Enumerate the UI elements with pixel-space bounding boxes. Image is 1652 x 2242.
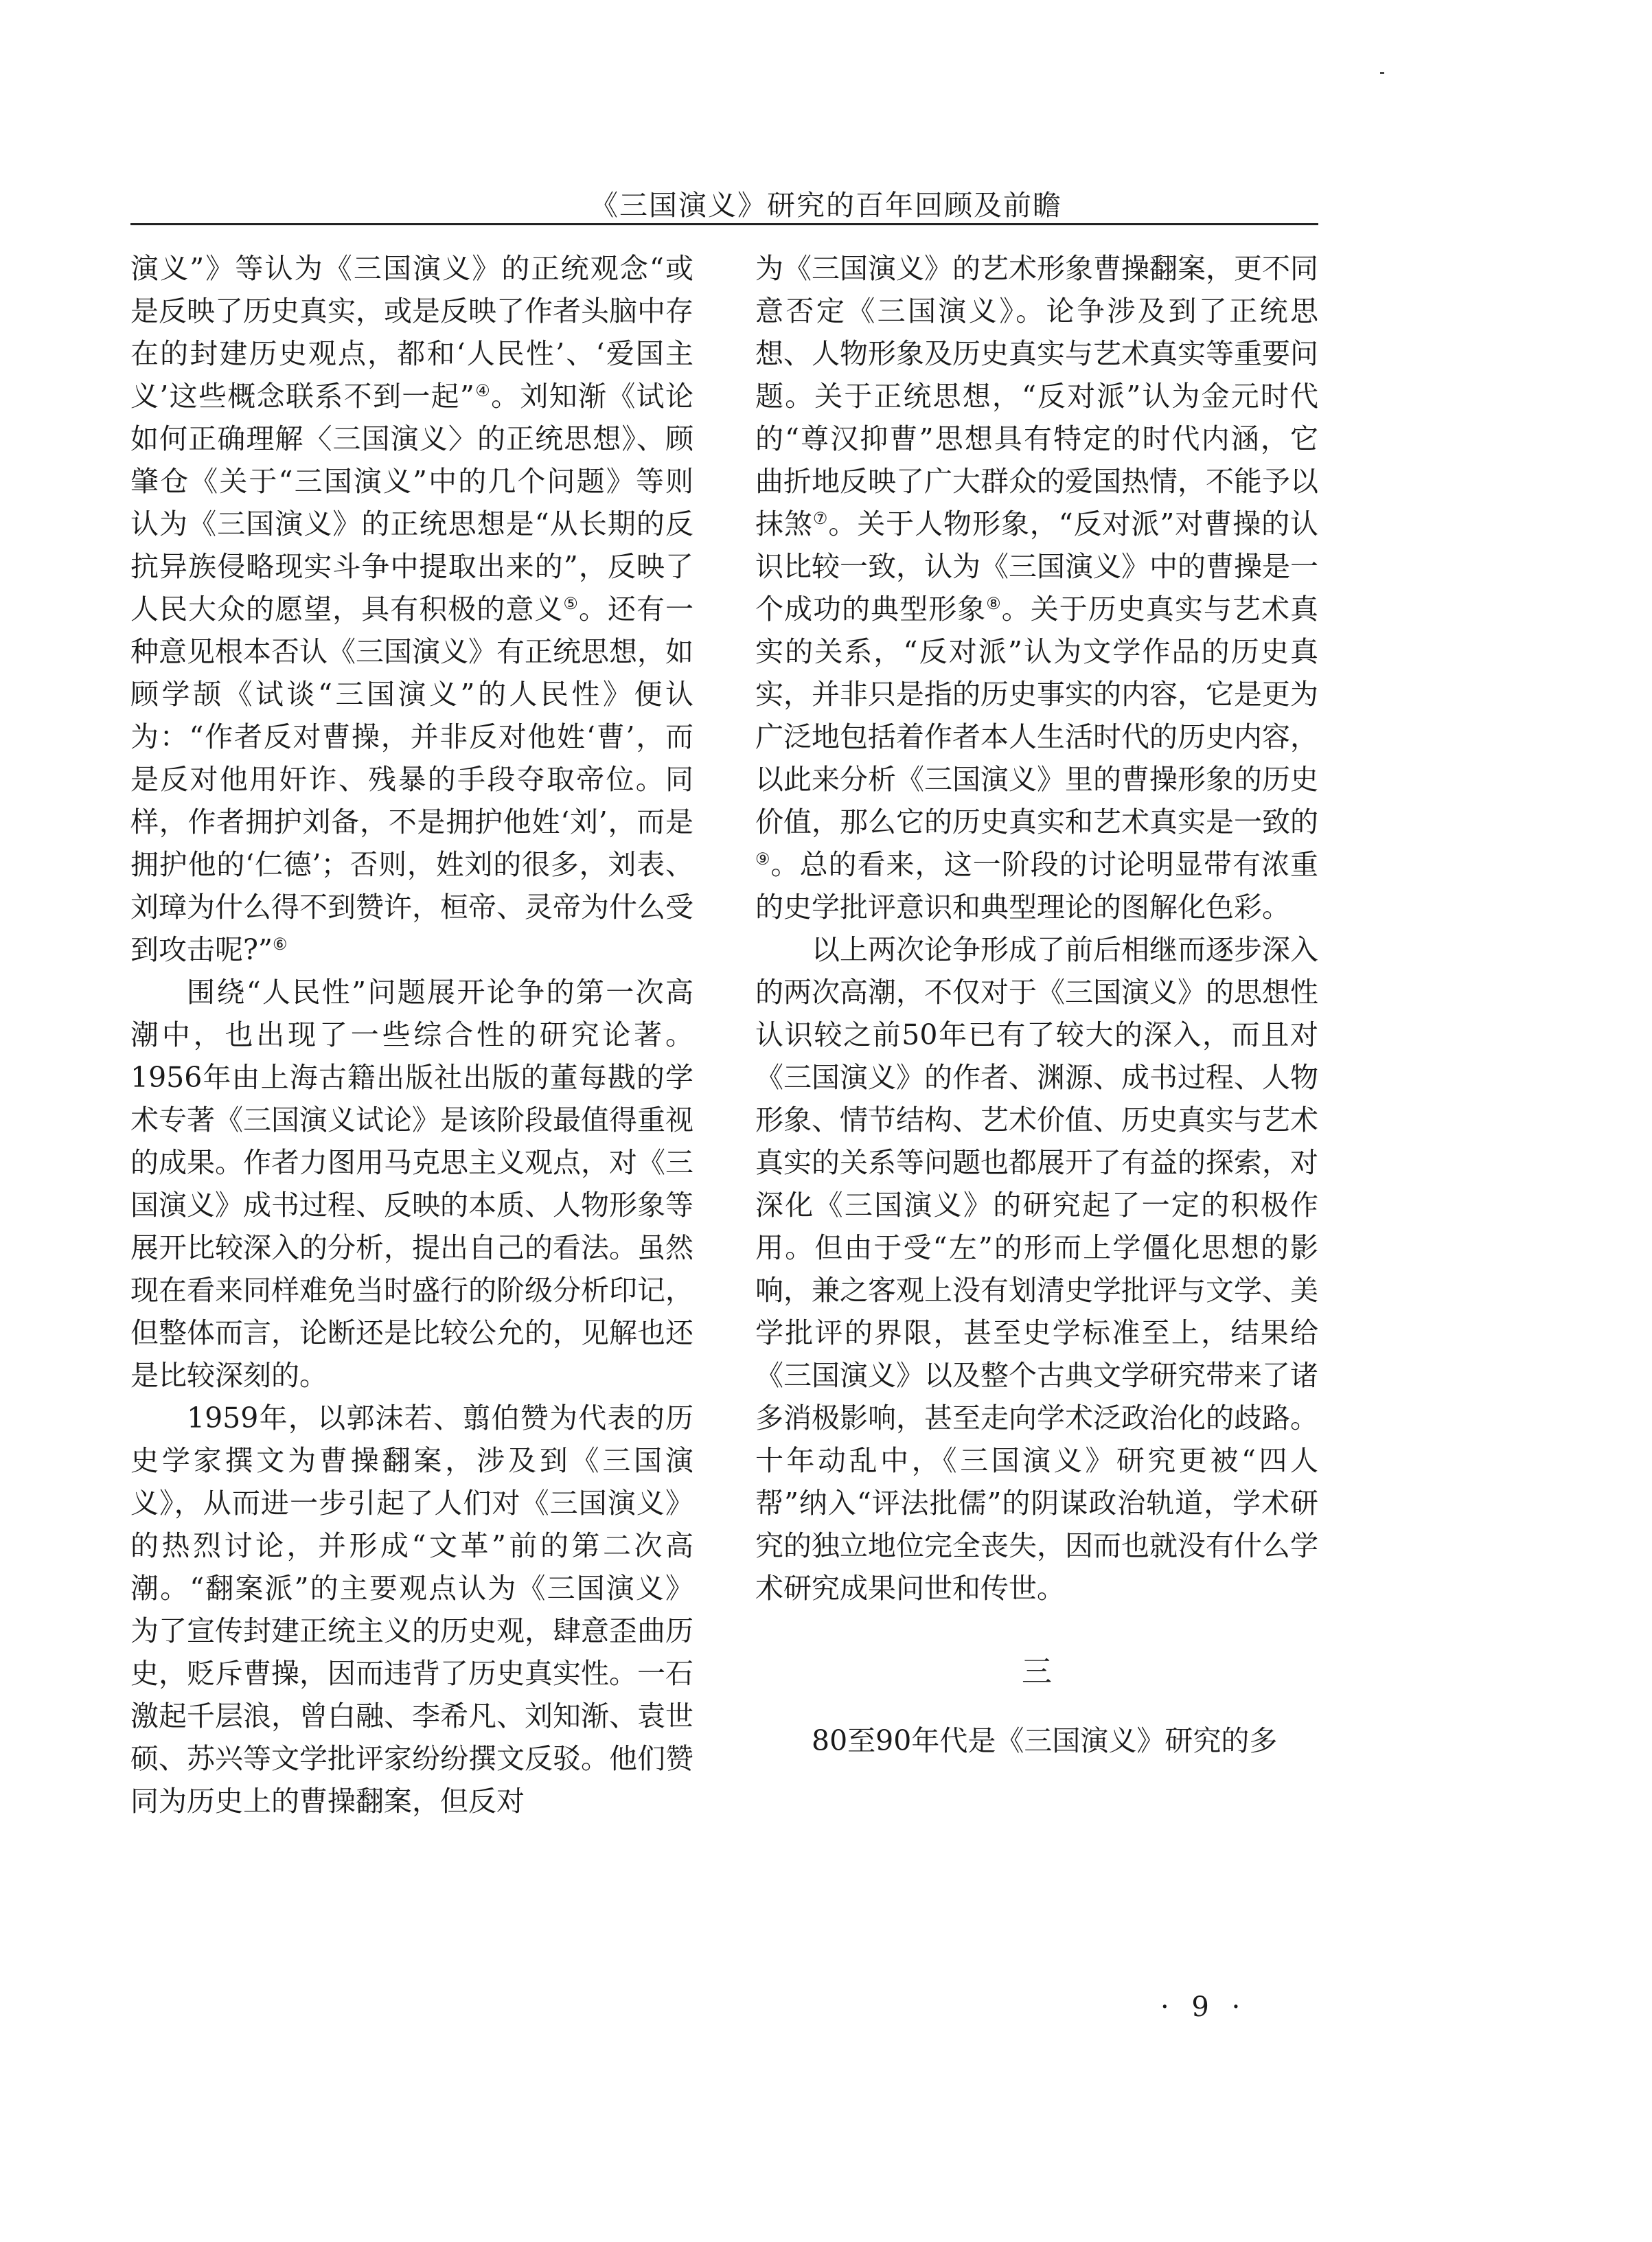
left-paragraph-1 (130, 247, 693, 971)
text-run: 。关于人物形象，“反对派”对曹操的认识比较一致，认为《三国演义》中的曹操是一个成功的典型形象 (755, 507, 1319, 626)
footnote-marker: ⑤ (563, 594, 579, 613)
left-paragraph-2: 围绕“人民性”问题展开论争的第一次高潮中，也出现了一些综合性的研究论著。1956年由上海古籍出版社出版的董每戡的学术专著《三国演义试论》是该阶段最值得重视的成果。作者力图用马克思主义观点，对《三国演义》成书过程、反映的本质、人物形象等展开比较深入的分析，提出自己的看法。虽然现在看来同样难免当时盛行的阶级分析印记，但整体而言，论断还是比较公允的，见解也还是比较深刻的。 (130, 976, 693, 1392)
text-run: 。关于历史真实与艺术真实的关系，“反对派”认为文学作品的历史真实，并非只是指的历史事实的内容，它是更为广泛地包括着作者本人生活时代的历史内容，以此来分析《三国演义》里的曹操形象的历史价值，那么它的历史真实和艺术真实是一致的 (755, 593, 1319, 838)
footnote-marker: ④ (474, 381, 492, 400)
right-column (755, 247, 1318, 1762)
left-column (130, 247, 693, 1822)
footnote-marker: ⑥ (272, 935, 288, 954)
text-run: 。总的看来，这一阶段的讨论明显带有浓重的史学批评意识和典型理论的图解化色彩。 (755, 848, 1319, 924)
header-rule (130, 223, 1318, 225)
page-number: · 9 · (1160, 1991, 1248, 2023)
text-run: 演义”》等认为《三国演义》的正统观念“或是反映了历史真实，或是反映了作者头脑中存在的封建历史观点，都和‘人民性’、‘爱国主义’这些概念联系不到一起” (130, 252, 693, 413)
footnote-marker: ⑦ (812, 509, 829, 528)
scan-speck (1380, 72, 1384, 74)
footnote-marker: ⑨ (755, 849, 771, 869)
text-run: 。还有一种意见根本否认《三国演义》有正统思想，如顾学颉《试谈“三国演义”的人民性》便认为：“作者反对曹操，并非反对他姓‘曹’，而是反对他用奸诈、残暴的手段夺取帝位。同样，作者拥护刘备，不是拥护他姓‘刘’，而是拥护他的‘仁德’；否则，姓刘的很多，刘表、刘璋为什么得不到赞许，桓帝、灵帝为什么受到攻击呢?” (130, 593, 694, 966)
left-paragraph-3: 1959年，以郭沫若、翦伯赞为代表的历史学家撰文为曹操翻案，涉及到《三国演义》，从而进一步引起了人们对《三国演义》的热烈讨论，并形成“文革”前的第二次高潮。“翻案派”的主要观点认为《三国演义》为了宣传封建正统主义的历史观，肆意歪曲历史，贬斥曹操，因而违背了历史真实性。一石激起千层浪，曾白融、李希凡、刘知渐、袁世硕、苏兴等文学批评家纷纷撰文反驳。他们赞同为历史上的曹操翻案，但反对 (130, 1402, 693, 1818)
right-paragraph-2: 以上两次论争形成了前后相继而逐步深入的两次高潮，不仅对于《三国演义》的思想性认识较之前50年已有了较大的深入，而且对《三国演义》的作者、渊源、成书过程、人物形象、情节结构、艺术价值、历史真实与艺术真实的关系等问题也都展开了有益的探索，对深化《三国演义》的研究起了一定的积极作用。但由于受“左”的形而上学僵化思想的影响，兼之客观上没有划清史学批评与文学、美学批评的界限，甚至史学标准至上，结果给《三国演义》以及整个古典文学研究带来了诸多消极影响，甚至走向学术泛政治化的歧路。十年动乱中，《三国演义》研究更被“四人帮”纳入“评法批儒”的阴谋政治轨道，学术研究的独立地位完全丧失，因而也就没有什么学术研究成果问世和传世。 (755, 933, 1318, 1605)
section-heading: 三 (1022, 1654, 1052, 1689)
text-run: 为《三国演义》的艺术形象曹操翻案，更不同意否定《三国演义》。论争涉及到了正统思想、人物形象及历史真实与艺术真实等重要问题。关于正统思想，“反对派”认为金元时代的“尊汉抑曹”思想具有特定的时代内涵，它曲折地反映了广大群众的爱国热情，不能予以抹煞 (755, 252, 1318, 540)
right-paragraph-3: 80至90年代是《三国演义》研究的多 (812, 1724, 1278, 1757)
footnote-marker: ⑧ (986, 594, 1002, 613)
running-header: 《三国演义》研究的百年回顾及前瞻 (590, 189, 1062, 222)
text-run: 。刘知渐《试论如何正确理解〈三国演义〉的正统思想》、顾肇仓《关于“三国演义”中的几个问题》等则认为《三国演义》的正统思想是“从长期的反抗异族侵略现实斗争中提取出来的”，反映了人民大众的愿望，具有积极的意义 (130, 380, 694, 626)
right-paragraph-1 (755, 247, 1318, 928)
